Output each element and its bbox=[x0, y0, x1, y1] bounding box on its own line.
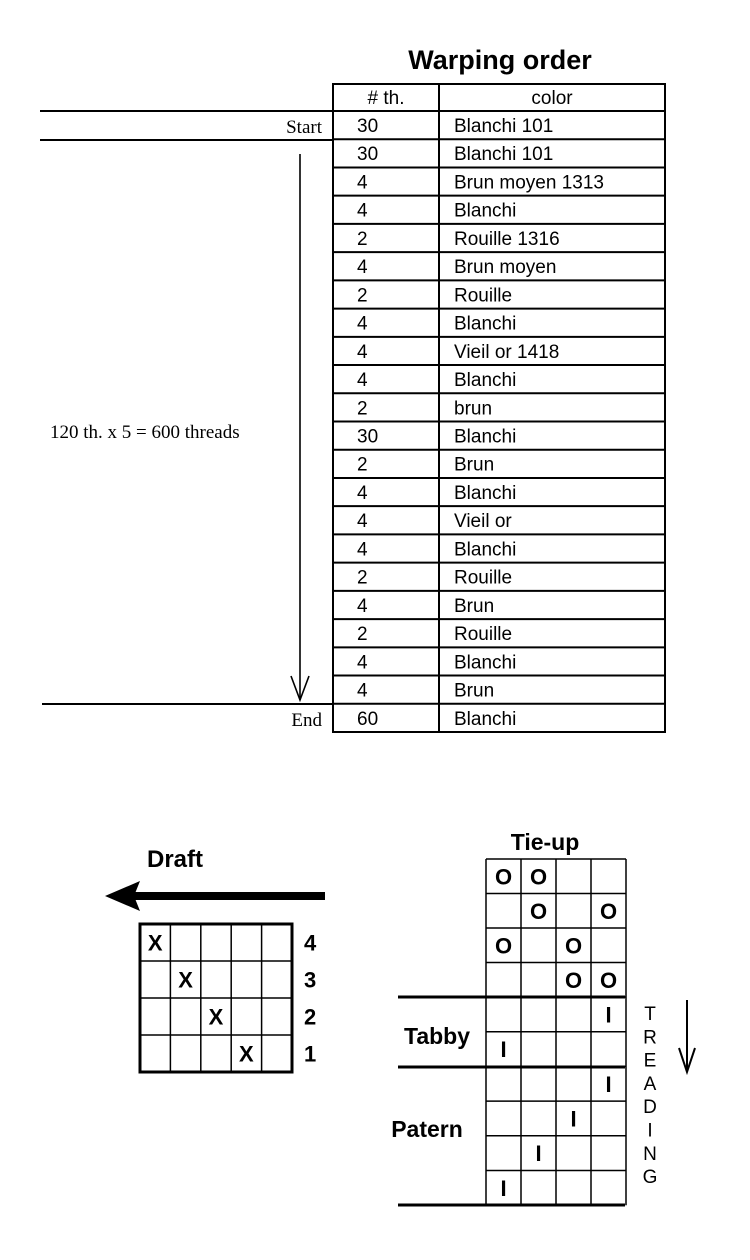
warping-cell-threads: 4 bbox=[357, 652, 368, 674]
warping-cell-color: Blanchi bbox=[454, 539, 517, 561]
warping-cell-color: Rouille bbox=[454, 624, 513, 646]
warping-cell-color: Rouille bbox=[454, 567, 513, 589]
tieup-cell-mark: O bbox=[529, 864, 548, 890]
tieup-cell-mark: O bbox=[494, 933, 513, 959]
warping-cell-threads: 4 bbox=[357, 257, 368, 279]
warping-cell-threads: 4 bbox=[357, 370, 368, 392]
warping-cell-threads: 4 bbox=[357, 482, 368, 504]
warping-cell-threads: 4 bbox=[357, 341, 368, 363]
warping-cell-threads: 4 bbox=[357, 680, 368, 702]
treadling-cell-mark: I bbox=[535, 1141, 542, 1167]
warping-cell-threads: 4 bbox=[357, 595, 368, 617]
tieup-cell-mark: O bbox=[564, 933, 583, 959]
tieup-cell-mark: O bbox=[599, 898, 618, 924]
draft-shaft-label: 1 bbox=[304, 1041, 317, 1067]
treadling-cell-mark: I bbox=[570, 1106, 577, 1132]
tieup-cell-mark: O bbox=[494, 864, 513, 890]
warping-cell-color: Blanchi bbox=[454, 708, 517, 730]
treadling-cell-mark: I bbox=[500, 1175, 507, 1201]
draft-shaft-label: 2 bbox=[304, 1004, 317, 1030]
warping-cell-color: Brun moyen bbox=[454, 257, 557, 279]
warping-cell-color: Blanchi bbox=[454, 370, 517, 392]
warping-cell-color: Brun moyen 1313 bbox=[454, 172, 604, 194]
warping-cell-color: brun bbox=[454, 398, 493, 420]
treadling-cell-mark: I bbox=[500, 1037, 507, 1063]
patern-label: Patern bbox=[391, 1116, 463, 1142]
warping-cell-threads: 2 bbox=[357, 398, 368, 420]
warping-cell-threads: 60 bbox=[357, 708, 379, 730]
warping-cell-threads: 2 bbox=[357, 285, 368, 307]
warping-header-color: color bbox=[531, 88, 573, 109]
warping-cell-threads: 2 bbox=[357, 454, 368, 476]
repeat-label: 120 th. x 5 = 600 threads bbox=[50, 422, 240, 443]
warping-cell-color: Rouille bbox=[454, 285, 513, 307]
warping-cell-color: Blanchi bbox=[454, 652, 517, 674]
tabby-label: Tabby bbox=[403, 1023, 471, 1049]
warping-cell-threads: 4 bbox=[357, 539, 368, 561]
warping-cell-color: Brun bbox=[454, 454, 495, 476]
warping-cell-threads: 30 bbox=[357, 144, 379, 166]
treadling-cell-mark: I bbox=[605, 1071, 612, 1097]
draft-cell-mark: X bbox=[147, 930, 163, 956]
warping-cell-threads: 30 bbox=[357, 116, 379, 137]
warping-cell-color: Vieil or bbox=[454, 511, 512, 533]
draft-shaft-label: 3 bbox=[304, 967, 317, 993]
end-label: End bbox=[291, 710, 322, 731]
warping-cell-color: Blanchi bbox=[454, 313, 517, 335]
warping-cell-threads: 2 bbox=[357, 567, 368, 589]
warping-order-title: Warping order bbox=[408, 45, 592, 75]
warping-cell-color: Blanchi 101 bbox=[454, 144, 554, 166]
warping-cell-threads: 4 bbox=[357, 200, 368, 222]
treading-label: T R E A D I N G bbox=[642, 1004, 658, 1189]
warping-cell-threads: 4 bbox=[357, 313, 368, 335]
draft-cell-mark: X bbox=[239, 1041, 254, 1067]
warping-cell-color: Vieil or 1418 bbox=[454, 341, 560, 363]
draft-title: Draft bbox=[147, 846, 204, 873]
warping-cell-color: Rouille 1316 bbox=[454, 228, 560, 250]
tieup-cell-mark: O bbox=[564, 967, 583, 993]
treadling-cell-mark: I bbox=[605, 1002, 612, 1028]
warping-header-threads: # th. bbox=[367, 88, 405, 109]
warping-cell-threads: 2 bbox=[357, 228, 368, 250]
draft-shaft-label: 4 bbox=[304, 930, 317, 956]
warping-cell-color: Blanchi bbox=[454, 426, 517, 448]
warping-cell-color: Blanchi 101 bbox=[454, 116, 554, 137]
warping-cell-threads: 2 bbox=[357, 624, 368, 646]
draft-cell-mark: X bbox=[208, 1004, 224, 1030]
start-label: Start bbox=[286, 117, 322, 138]
warping-cell-color: Blanchi bbox=[454, 200, 517, 222]
tieup-title: Tie-up bbox=[510, 829, 580, 855]
warping-cell-threads: 30 bbox=[357, 426, 379, 448]
tieup-cell-mark: O bbox=[599, 967, 618, 993]
warping-cell-threads: 4 bbox=[357, 511, 368, 533]
warping-cell-color: Blanchi bbox=[454, 482, 517, 504]
draft-cell-mark: X bbox=[178, 967, 193, 993]
warping-cell-color: Brun bbox=[454, 680, 495, 702]
warping-cell-color: Brun bbox=[454, 595, 495, 617]
warping-cell-threads: 4 bbox=[357, 172, 368, 194]
tieup-cell-mark: O bbox=[529, 898, 548, 924]
